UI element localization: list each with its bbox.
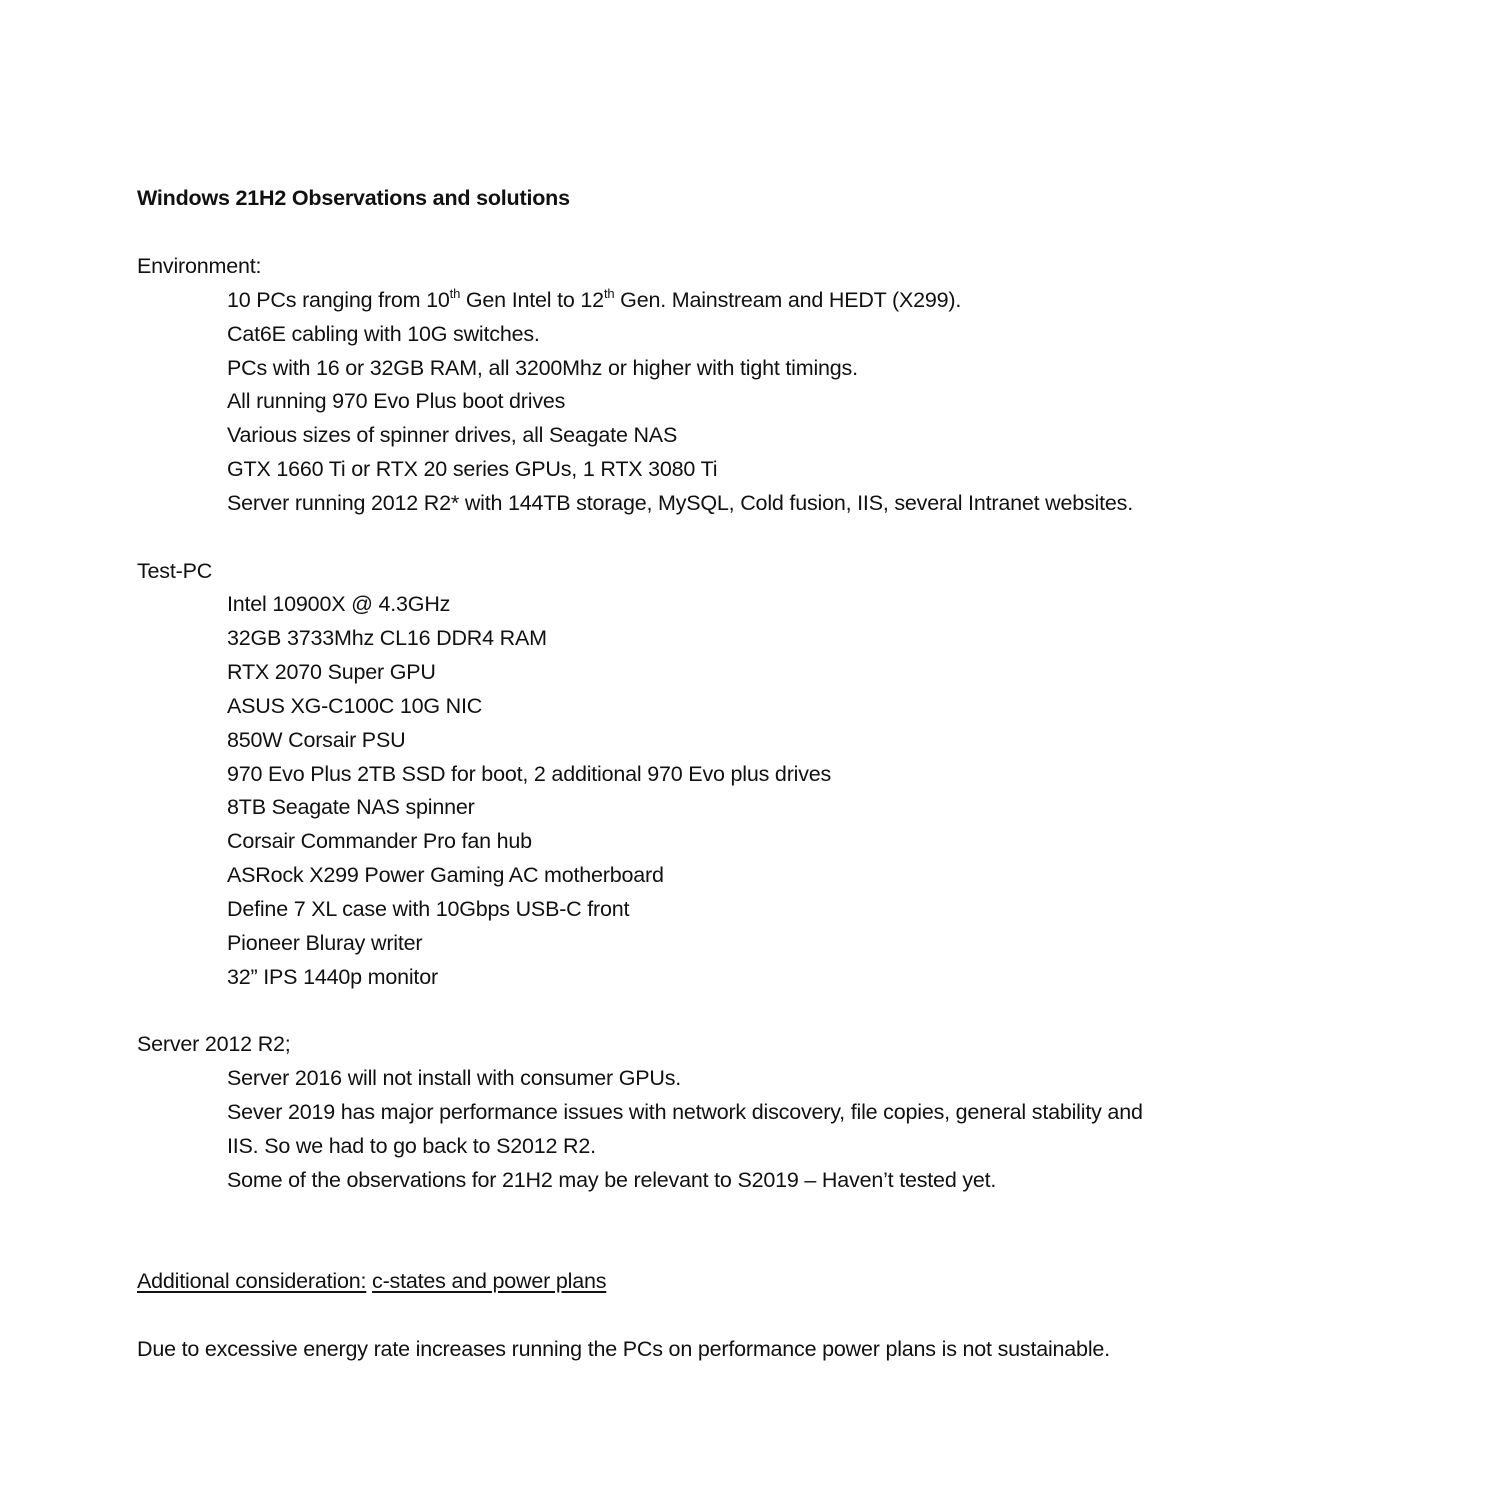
- additional-topic: c-states and power plans: [372, 1269, 607, 1293]
- test-pc-item: 850W Corsair PSU: [227, 728, 406, 752]
- test-pc-item: Corsair Commander Pro fan hub: [227, 829, 532, 853]
- additional-heading: [137, 1264, 606, 1298]
- environment-heading: Environment:: [137, 254, 262, 278]
- additional-label: Additional consideration:: [137, 1269, 367, 1293]
- environment-item: PCs with 16 or 32GB RAM, all 3200Mhz or higher with tight timings.: [227, 356, 858, 380]
- environment-item: GTX 1660 Ti or RTX 20 series GPUs, 1 RTX 3080 Ti: [227, 457, 718, 481]
- test-pc-heading: Test-PC: [137, 559, 213, 583]
- additional-paragraph: Due to excessive energy rate increases running the PCs on performance power plans is not sustainable.: [137, 1337, 1110, 1361]
- test-pc-item: ASUS XG-C100C 10G NIC: [227, 694, 483, 718]
- server-item: Server 2016 will not install with consumer GPUs.: [227, 1066, 682, 1090]
- environment-item: All running 970 Evo Plus boot drives: [227, 389, 566, 413]
- server-item: Some of the observations for 21H2 may be relevant to S2019 – Haven’t tested yet.: [227, 1168, 997, 1192]
- document-title: Windows 21H2 Observations and solutions: [137, 186, 570, 210]
- test-pc-item: 8TB Seagate NAS spinner: [227, 795, 475, 819]
- test-pc-item: Intel 10900X @ 4.3GHz: [227, 592, 451, 616]
- test-pc-item: 970 Evo Plus 2TB SSD for boot, 2 additional 970 Evo plus drives: [227, 762, 832, 786]
- test-pc-item: 32GB 3733Mhz CL16 DDR4 RAM: [227, 626, 547, 650]
- test-pc-item: Pioneer Bluray writer: [227, 931, 423, 955]
- server-item: IIS. So we had to go back to S2012 R2.: [227, 1134, 596, 1158]
- server-heading: Server 2012 R2;: [137, 1032, 291, 1056]
- test-pc-item: RTX 2070 Super GPU: [227, 660, 436, 684]
- environment-item: Server running 2012 R2* with 144TB storage, MySQL, Cold fusion, IIS, several Intranet websites.: [227, 491, 1133, 515]
- environment-item: Various sizes of spinner drives, all Seagate NAS: [227, 423, 678, 447]
- server-item: Sever 2019 has major performance issues with network discovery, file copies, general stability and: [227, 1100, 1143, 1124]
- test-pc-item: 32” IPS 1440p monitor: [227, 965, 438, 989]
- test-pc-item: ASRock X299 Power Gaming AC motherboard: [227, 863, 664, 887]
- test-pc-item: Define 7 XL case with 10Gbps USB-C front: [227, 897, 630, 921]
- environment-item: 10 PCs ranging from 10th Gen Intel to 12th Gen. Mainstream and HEDT (X299).: [227, 286, 962, 312]
- environment-item: Cat6E cabling with 10G switches.: [227, 322, 540, 346]
